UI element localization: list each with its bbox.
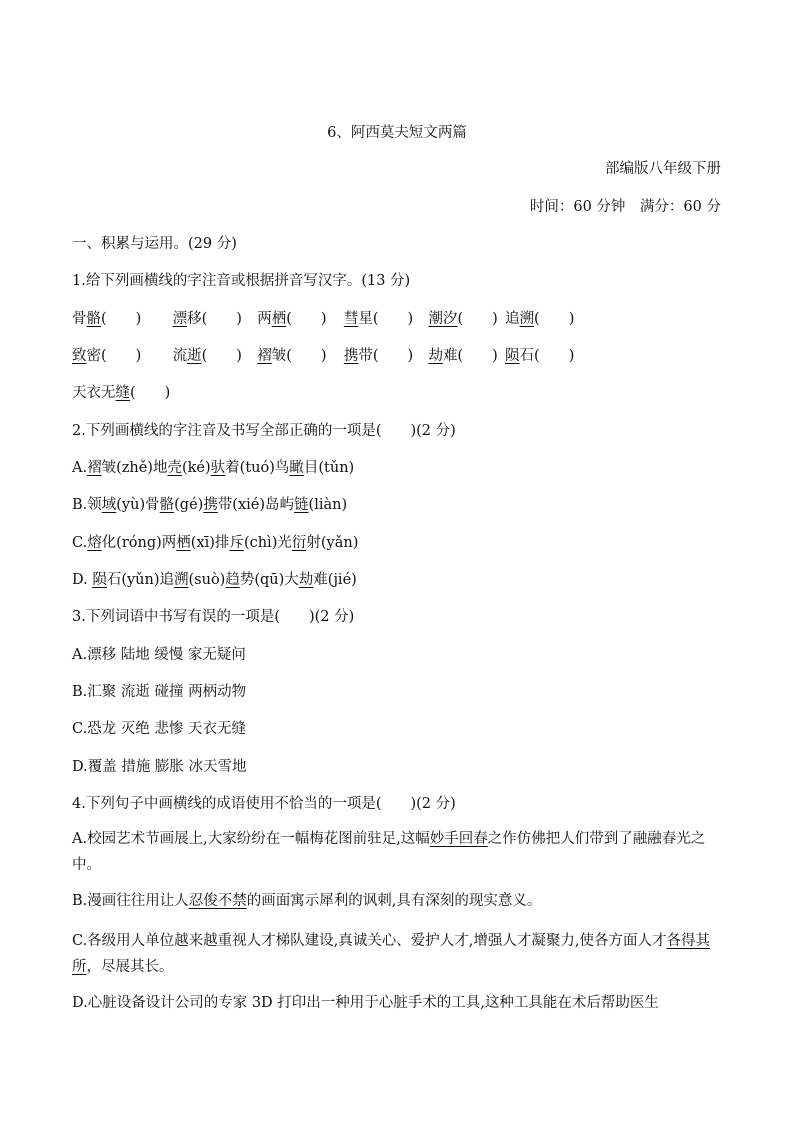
question-1-stem: 1.给下列画横线的字注音或根据拼音写汉字。(13 分): [72, 273, 411, 289]
question-4-option-c: C.各级用人单位越来越重视人才梯队建设,真诚关心、爱护人才,增强人才凝聚力,使各方面人才各得其所，尽展其长。: [72, 933, 711, 975]
page-title: 6、阿西莫夫短文两篇: [327, 125, 467, 141]
underlined-char: 缝: [115, 385, 130, 401]
pinyin-item: 追溯( ): [505, 311, 575, 327]
underlined-char: 潮汐: [428, 311, 458, 327]
underlined-char: 溯: [519, 311, 535, 327]
question-1-row-1: [72, 309, 724, 329]
question-3-option-d: D.覆盖 措施 膨胀 冰天雪地: [72, 759, 247, 775]
time-score-line: 时间：60 分钟 满分：60 分: [529, 199, 721, 215]
underlined-char: 褶: [257, 348, 272, 364]
pinyin-item: 骨骼( ): [72, 311, 142, 327]
grade-label: 部编版八年级下册: [605, 161, 721, 177]
underlined-char: 致: [72, 348, 87, 364]
pinyin-item: 褶皱( ): [257, 348, 327, 364]
pinyin-item: 漂移( ): [172, 311, 242, 327]
question-4-option-a: A.校园艺术节画展上,大家纷纷在一幅梅花图前驻足,这幅妙手回春之作仿佛把人们带到了融融春光之中。: [72, 831, 706, 873]
pinyin-item: 两栖( ): [257, 311, 327, 327]
underlined-char: 彗: [343, 311, 359, 327]
section-heading: 一、积累与运用。(29 分): [72, 236, 237, 252]
underlined-char: 携: [343, 348, 359, 364]
question-3-option-c: C.恐龙 灭绝 悲惨 天衣无缝: [72, 721, 247, 737]
question-2-option-c: C.熔化(róng)两栖(xī)排斥(chì)光衍射(yǎn): [72, 535, 359, 551]
question-4-stem: 4.下列句子中画横线的成语使用不恰当的一项是( )(2 分): [72, 796, 456, 812]
question-3-option-b: B.汇聚 流逝 碰撞 两柄动物: [72, 684, 247, 700]
pinyin-item: 潮汐( ): [428, 311, 498, 327]
question-1-row-2: [72, 346, 724, 366]
underlined-idiom: 妙手回春: [429, 831, 488, 847]
question-4-option-d: D.心脏设备设计公司的专家 3D 打印出一种用于心脏手术的工具,这种工具能在术后帮助医生: [72, 995, 659, 1011]
pinyin-item: 陨石( ): [505, 348, 575, 364]
pinyin-item: 彗星( ): [343, 311, 414, 327]
underlined-idiom: 忍俊不禁: [188, 893, 247, 909]
pinyin-item: 致密( ): [72, 348, 142, 364]
pinyin-item: 劫难( ): [428, 348, 498, 364]
pinyin-item: 携带( ): [343, 348, 414, 364]
question-2-option-d: D. 陨石(yǔn)追溯(suò)趋势(qū)大劫难(jié): [72, 572, 357, 588]
question-1-row-3: 天衣无缝( ): [72, 385, 171, 401]
pinyin-item: 流逝( ): [172, 348, 242, 364]
underlined-idiom: 各得其所: [72, 933, 711, 975]
question-4-option-b: B.漫画往往用让人忍俊不禁的画面寓示犀利的讽刺,具有深刻的现实意义。: [72, 893, 542, 909]
underlined-char: 陨: [505, 348, 520, 364]
underlined-char: 栖: [271, 311, 287, 327]
underlined-char: 漂: [172, 311, 188, 327]
question-2-option-b: B.领域(yù)骨骼(gé)携带(xié)岛屿链(liàn): [72, 497, 348, 513]
underlined-char: 逝: [187, 348, 202, 364]
question-2-stem: 2.下列画横线的字注音及书写全部正确的一项是( )(2 分): [72, 423, 456, 439]
underlined-char: 劫: [428, 348, 443, 364]
question-3-stem: 3.下列词语中书写有误的一项是( )(2 分): [72, 609, 355, 625]
question-2-option-a: A.褶皱(zhě)地壳(ké)驮着(tuó)鸟瞰目(tǔn): [72, 460, 355, 476]
underlined-char: 骼: [86, 311, 101, 327]
question-3-option-a: A.漂移 陆地 缓慢 家无疑问: [72, 647, 246, 663]
